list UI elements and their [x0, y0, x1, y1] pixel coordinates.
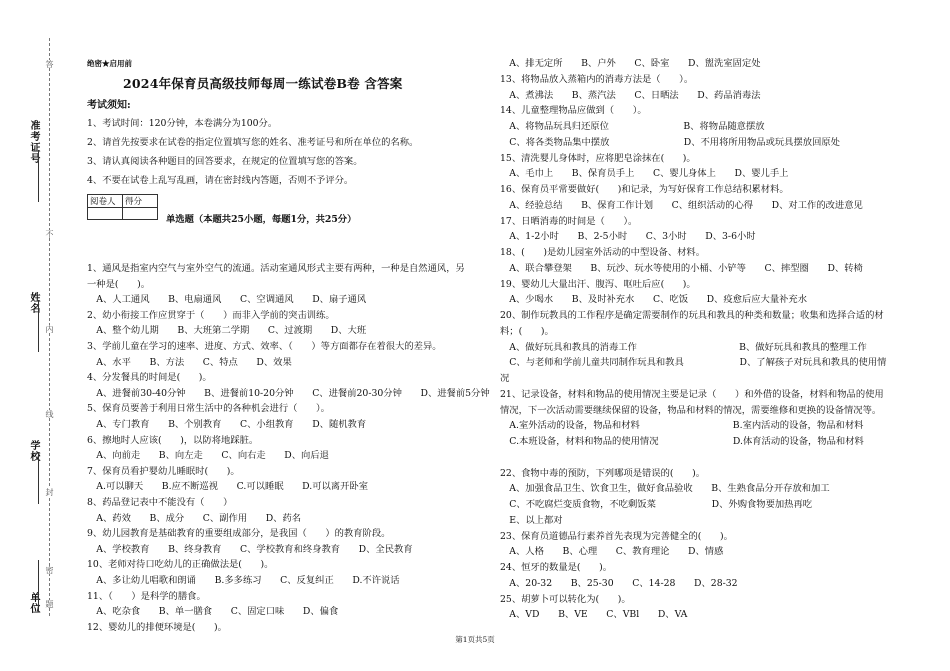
seal-mark-mi: 密 [45, 566, 54, 574]
question-line: A、药效 B、成分 C、副作用 D、药名 [87, 512, 302, 524]
question-line: 9、幼儿园教育是基础教育的重要组成部分，是我国（ ）的教育阶段。 [87, 528, 391, 540]
question-line: A、毛巾上 B、保育员手上 C、婴儿身体上 D、婴儿手上 [500, 168, 789, 180]
question-line: 1、通风是指室内空气与室外空气的流通。活动室通风形式主要有两种，一种是自然通风，另 [87, 263, 465, 274]
grader-cell[interactable] [88, 208, 123, 220]
question-line: A、联合攀登架 B、玩沙、玩水等使用的小桶、小铲等 C、摔型圈 D、转椅 [500, 262, 863, 274]
question-line: E、以上都对 [500, 514, 563, 526]
question-line: C、不吃腐烂变质食物，不吃剩饭菜 D、外购食物要加热再吃 [500, 499, 813, 510]
question-line: 23、保育员道德品行素养首先表现为完善健全的( )。 [500, 530, 733, 542]
notice-item: 2、请首先按要求在试卷的指定位置填写您的姓名、准考证号和所在单位的名称。 [87, 137, 419, 148]
question-line: A、水平 B、方法 C、特点 D、效果 [87, 356, 292, 368]
question-line: C、与老师和学前儿童共同制作玩具和教具 D、了解孩子对玩具和教具的使用情 [500, 357, 887, 369]
question-line: 17、日晒消毒的时间是（ ）。 [500, 215, 638, 227]
question-line: 14、儿童整理物品应做到（ ）。 [500, 105, 647, 117]
binding-margin [0, 0, 62, 671]
school-field[interactable] [38, 452, 39, 504]
seal-mark-nei: 内 [45, 325, 54, 333]
grader-header: 阅卷人 [88, 195, 123, 208]
unit-label: 单位 [28, 592, 39, 614]
notice-item: 3、请认真阅读各种题目的回答要求，在规定的位置填写您的答案。 [87, 156, 363, 167]
score-cell[interactable] [123, 208, 158, 220]
question-line: A、人工通风 B、电扇通风 C、空调通风 D、扇子通风 [87, 294, 367, 306]
question-line: A、向前走 B、向左走 C、向右走 D、向后退 [87, 450, 329, 462]
seal-mark-feng: 封 [45, 488, 54, 496]
question-line: 18、( )是幼儿园室外活动的中型设备、材料。 [500, 247, 706, 258]
confidential-mark: 绝密★启用前 [87, 59, 132, 68]
question-line: 料；( )。 [500, 325, 554, 337]
school-label: 学校 [28, 440, 39, 462]
question-line: C.本班设备，材料和物品的使用情况 D.体育活动的设备，物品和材料 [500, 436, 864, 447]
exam-number-label: 准考证号 [28, 120, 39, 164]
question-line: 一种是( )。 [87, 278, 151, 290]
question-line: A、进餐前30-40分钟 B、进餐前10-20分钟 C、进餐前20-30分钟 D、进餐前5分钟 [87, 387, 490, 399]
seal-mark-xian: 线 [45, 410, 54, 418]
question-line: A、20-32 B、25-30 C、14-28 D、28-32 [500, 577, 738, 589]
question-line: 6、擦地时人应该( )，以防将地踩脏。 [87, 434, 259, 446]
question-line: 20、制作玩教具的工作程序是确定需要制作的玩具和教具的种类和数量；收集和选择合适的材 [500, 310, 884, 321]
notice-item: 4、不要在试卷上乱写乱画，请在密封线内答题，否则不予评分。 [87, 175, 354, 186]
question-line: 15、清洗婴儿身体时，应将肥皂涂抹在( )。 [500, 152, 696, 164]
question-line: C、将各类物品集中摆放 D、不用将所用物品或玩具摆放回原处 [500, 136, 840, 148]
question-line: 2、幼小衔接工作应贯穿于（ ）而非入学前的突击训练。 [87, 309, 335, 321]
question-line: A、煮沸法 B、蒸汽法 C、日晒法 D、药品消毒法 [500, 89, 761, 101]
question-line: 3、学前儿童在学习的速率、进度、方式、效率、（ ）等方面都存在着很大的差异。 [87, 341, 442, 352]
question-line: 19、婴幼儿大量出汗、腹泻、呕吐后应( )。 [500, 278, 696, 290]
question-line: A、VD B、VE C、VBl D、VA [500, 609, 688, 621]
section-heading: 单选题（本题共25小题，每题1分，共25分） [166, 214, 357, 225]
notice-item: 1、考试时间：120分钟，本卷满分为100分。 [87, 118, 278, 129]
question-line: A、学校教育 B、终身教育 C、学校教育和终身教育 D、全民教育 [87, 543, 413, 555]
question-line: 16、保育员平常要做好( )和记录，为写好保育工作总结积累材料。 [500, 184, 789, 195]
name-field[interactable] [38, 300, 39, 352]
question-line: 况 [500, 373, 510, 384]
seal-mark-bu: 不 [45, 230, 54, 238]
question-line: 11、（ ）是科学的膳食。 [87, 590, 206, 602]
question-line: A、1-2小时 B、2-5小时 C、3小时 D、3-6小时 [500, 231, 756, 243]
unit-field[interactable] [38, 560, 39, 612]
page-footer: 第1页共5页 [455, 635, 495, 644]
question-line: A、将物品玩具归还原位 B、将物品随意摆放 [500, 121, 765, 132]
question-line: 7、保育员看护婴幼儿睡眠时( )。 [87, 465, 240, 477]
seal-mark-da: 答 [45, 60, 54, 68]
question-line: A.室外活动的设备，物品和材料 B.室内活动的设备，物品和材料 [500, 420, 864, 432]
question-line: 13、将物品放入蒸箱内的消毒方法是（ ）。 [500, 73, 694, 85]
question-line: A.可以聊天 B.应不断巡视 C.可以睡眠 D.可以离开卧室 [87, 481, 368, 493]
name-label: 姓名 [28, 292, 39, 314]
question-line: 21、记录设备，材料和物品的使用情况主要是记录（ ）和外借的设备，材料和物品的使用 [500, 388, 884, 400]
question-line: 10、老师对待口吃幼儿的正确做法是( )。 [87, 559, 274, 571]
question-line: 12、婴幼儿的排便环境是( )。 [87, 621, 227, 633]
question-line: 24、恒牙的数量是( )。 [500, 562, 613, 573]
seal-mark-ti: 题 [45, 600, 54, 608]
question-line: A、经验总结 B、保育工作计划 C、组织活动的心得 D、对工作的改进意见 [500, 199, 863, 211]
question-line: 8、药品登记表中不能没有（ ） [87, 497, 233, 508]
question-line: A、吃杂食 B、单一膳食 C、固定口味 D、偏食 [87, 606, 339, 618]
question-line: A、多让幼儿唱歌和朗诵 B.多多练习 C、反复纠正 D.不许说话 [87, 575, 400, 586]
question-line: A、做好玩具和教具的消毒工作 B、做好玩具和教具的整理工作 [500, 341, 867, 353]
exam-number-field[interactable] [38, 150, 39, 202]
question-line: 25、胡萝卜可以转化为( )。 [500, 593, 631, 605]
question-line: 情况，下一次活动需要继续保留的设备，物品和材料的情况，需要维修和更换的设备情况等。 [500, 404, 882, 416]
question-line: 5、保育员要善于利用日常生活中的各种机会进行（ ）。 [87, 403, 330, 415]
notice-heading: 考试须知: [87, 100, 131, 111]
question-line: 4、分发餐具的时间是( )。 [87, 372, 212, 384]
question-line: A、专门教育 B、个别教育 C、小组教育 D、随机教育 [87, 419, 367, 430]
score-header: 得分 [123, 195, 158, 208]
question-line: A、整个幼儿期 B、大班第二学期 C、过渡期 D、大班 [87, 325, 367, 337]
score-table [87, 194, 158, 220]
question-line: A、排无定所 B、户外 C、卧室 D、盥洗室固定处 [500, 58, 761, 69]
question-line: A、人格 B、心理 C、教育理论 D、情感 [500, 546, 724, 558]
question-line: 22、食物中毒的预防，下列哪项是错误的( )。 [500, 467, 706, 479]
page-title: 2024年保育员高级技师每周一练试卷B卷 含答案 [123, 76, 403, 91]
question-line: A、少喝水 B、及时补充水 C、吃饭 D、疫愈后应大量补充水 [500, 294, 808, 306]
question-line: A、加强食品卫生、饮食卫生，做好食品验收 B、生熟食品分开存放和加工 [500, 483, 830, 495]
